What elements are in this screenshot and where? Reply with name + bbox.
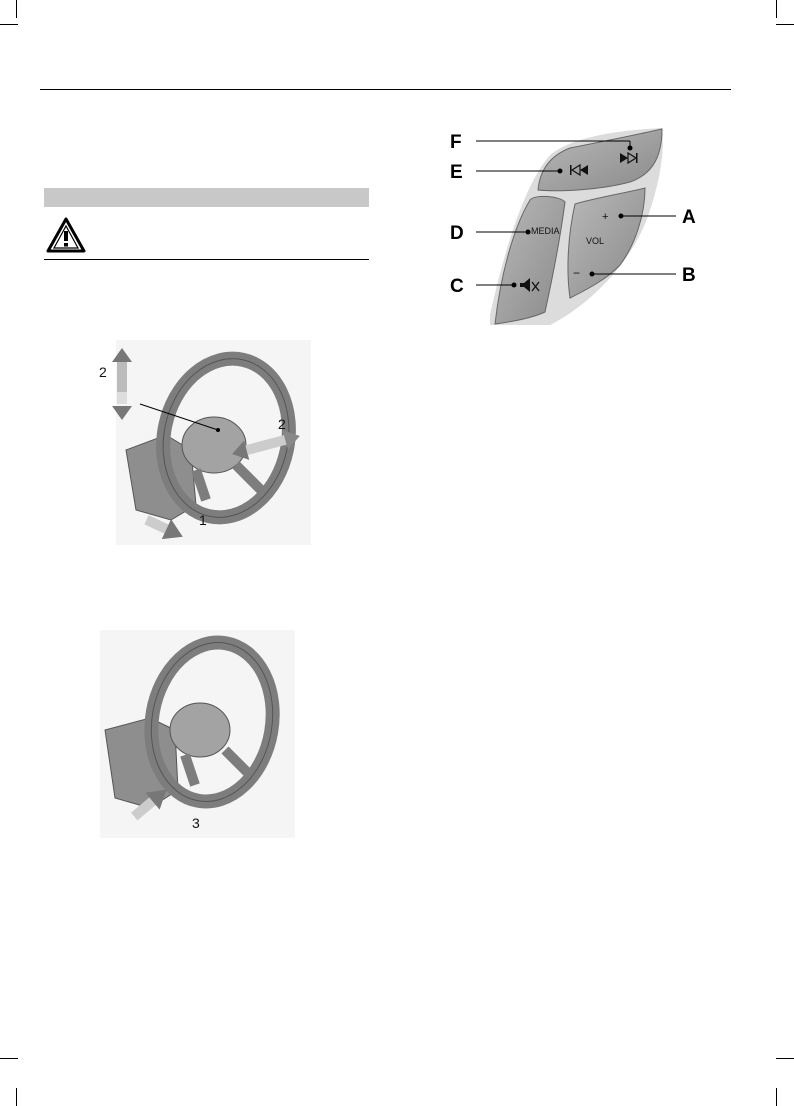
label-telescope: 2 <box>278 416 286 432</box>
steering-column <box>105 718 178 808</box>
header-rule <box>40 89 731 90</box>
crop-mark-bottom-right <box>776 1058 794 1059</box>
callout-b: B <box>682 265 696 286</box>
warning-header-bar <box>44 188 369 207</box>
callout-f: F <box>450 132 462 153</box>
callout-e: E <box>450 162 463 183</box>
callout-a: A <box>682 207 696 228</box>
label-lock: 3 <box>192 815 200 831</box>
media-button-text[interactable]: MEDIA <box>531 226 560 236</box>
label-release: 1 <box>199 512 207 528</box>
crop-mark-bottom-left <box>0 1058 18 1059</box>
volume-label: VOL <box>586 236 605 246</box>
callout-c: C <box>450 276 464 297</box>
steering-wheel-hub <box>170 703 230 757</box>
volume-down-symbol[interactable]: − <box>573 266 581 280</box>
warning-rule <box>44 259 369 260</box>
crop-mark-top-right <box>776 24 794 25</box>
callout-d: D <box>450 223 464 244</box>
label-tilt: 2 <box>99 364 107 380</box>
volume-up-symbol[interactable]: + <box>602 211 609 223</box>
steering-adjust-figure <box>96 340 311 550</box>
warning-triangle-icon <box>46 217 86 253</box>
crop-mark-top-left-v <box>16 0 17 18</box>
crop-mark-top-right-v <box>776 0 777 18</box>
crop-mark-top-left <box>0 24 18 25</box>
steering-lock-figure <box>100 630 300 840</box>
crop-mark-bottom-left-v <box>16 1088 17 1106</box>
crop-mark-bottom-right-v <box>776 1088 777 1106</box>
audio-controls-figure <box>440 120 710 335</box>
